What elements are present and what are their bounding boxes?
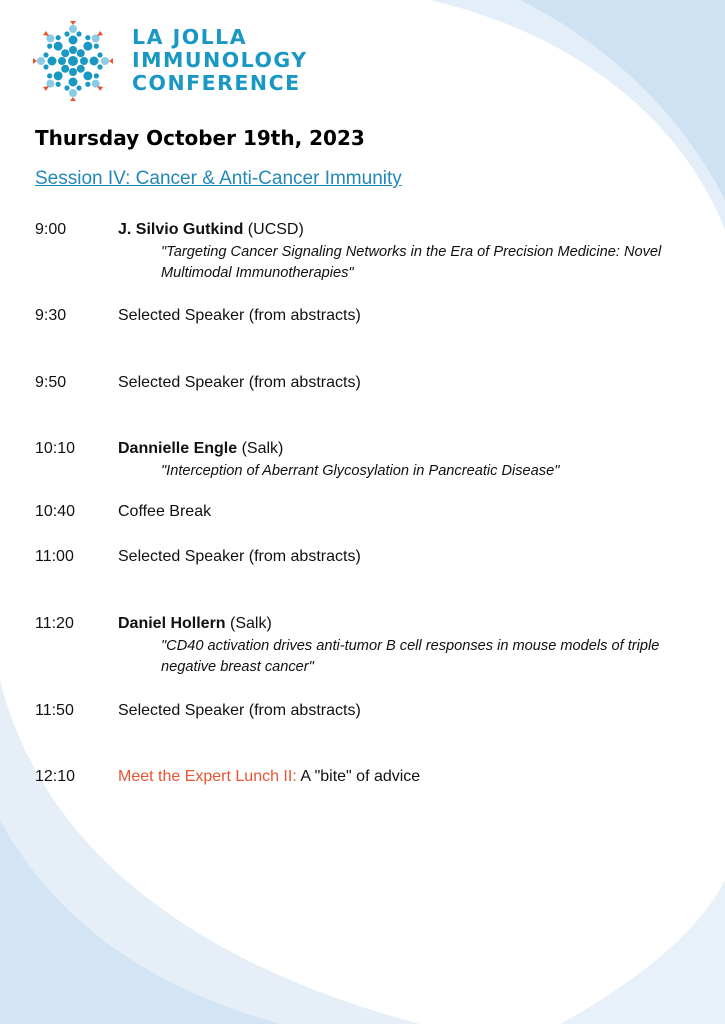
entry-time: 9:30 [35, 307, 67, 324]
entry-description: Coffee Break [118, 503, 212, 520]
entry-description: Selected Speaker (from abstracts) [118, 307, 361, 324]
conference-name-line: CONFERENCE [132, 71, 301, 95]
entry-description: Selected Speaker (from abstracts) [118, 548, 361, 565]
speaker-affiliation: (UCSD) [243, 221, 304, 238]
entry-time: 10:10 [35, 440, 76, 457]
speaker-affiliation: (Salk) [237, 440, 284, 457]
talk-title: "Targeting Cancer Signaling Networks in the Era of Precision Medicine: Novel Multimodal Immunotherapies" [161, 244, 662, 281]
lunch-highlight: Meet the Expert Lunch II: [118, 768, 297, 785]
speaker-name: Daniel Hollern [118, 615, 226, 632]
entry-time: 9:50 [35, 374, 67, 391]
date-heading: Thursday October 19th, 2023 [35, 126, 365, 150]
conference-name-line: IMMUNOLOGY [132, 48, 308, 72]
snowflake-dots-logo-icon [30, 18, 116, 104]
talk-title: "CD40 activation drives anti-tumor B cell responses in mouse models of triple negative breast cancer" [161, 638, 660, 675]
conference-name [132, 26, 308, 95]
entry-speaker-line [118, 221, 304, 239]
speaker-affiliation: (Salk) [225, 615, 272, 632]
entry-description: Selected Speaker (from abstracts) [118, 374, 361, 391]
lunch-subtitle: A "bite" of advice [296, 768, 421, 785]
entry-time: 10:40 [35, 503, 76, 520]
entry-time: 9:00 [35, 221, 67, 238]
speaker-name: Dannielle Engle [118, 440, 238, 457]
entry-time: 12:10 [35, 768, 76, 785]
speaker-name: J. Silvio Gutkind [118, 221, 244, 238]
entry-time: 11:20 [35, 615, 74, 632]
entry-speaker-line [118, 440, 283, 458]
entry-description [118, 768, 420, 786]
session-title-link[interactable]: Session IV: Cancer & Anti-Cancer Immunity [35, 168, 402, 189]
entry-speaker-line [118, 615, 272, 633]
entry-time: 11:50 [35, 702, 74, 719]
entry-time: 11:00 [35, 548, 74, 565]
conference-name-line: LA JOLLA [132, 25, 248, 49]
entry-description: Selected Speaker (from abstracts) [118, 702, 361, 719]
talk-title: "Interception of Aberrant Glycosylation in Pancreatic Disease" [161, 463, 560, 479]
